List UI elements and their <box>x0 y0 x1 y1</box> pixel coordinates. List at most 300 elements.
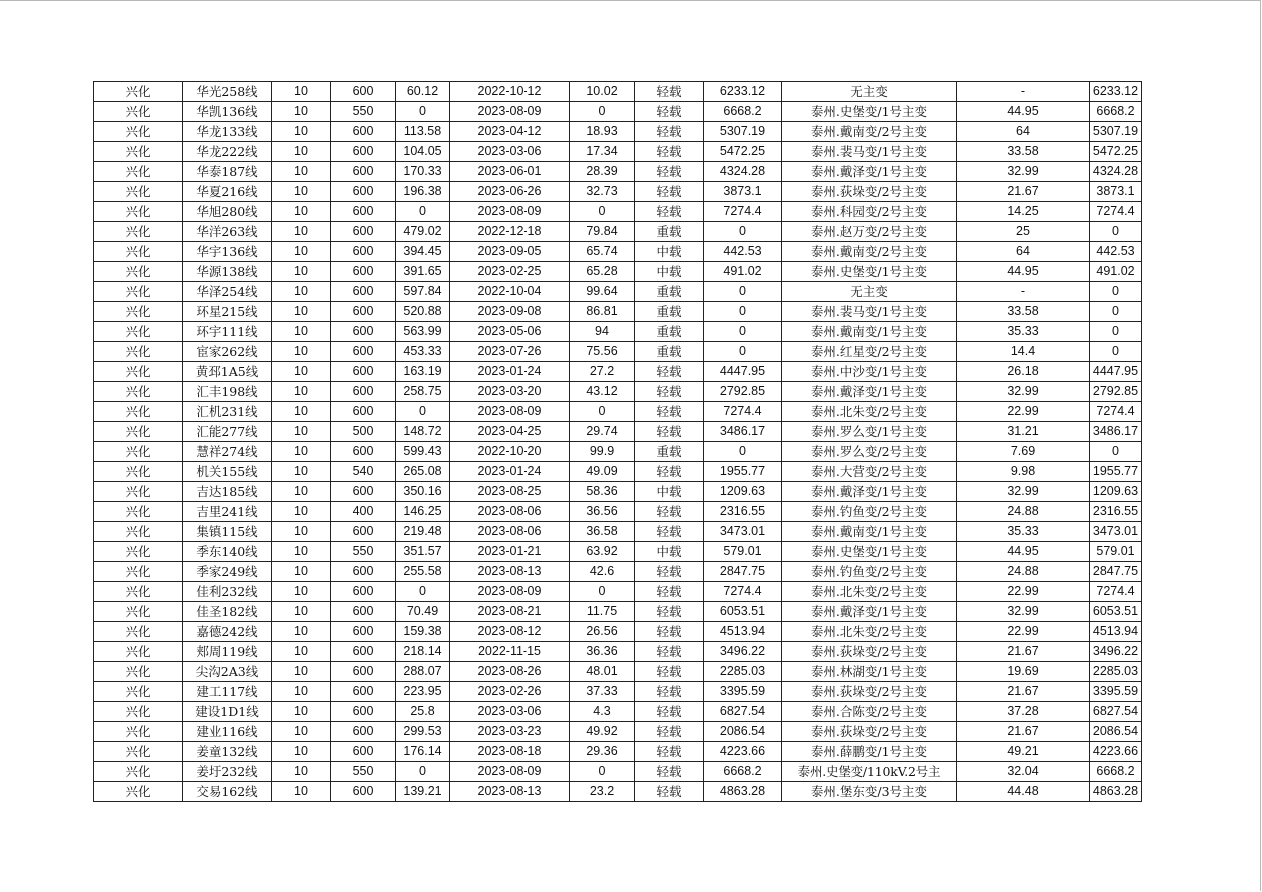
cell-line-name: 华龙133线 <box>183 122 272 142</box>
cell-voltage: 10 <box>272 442 331 462</box>
cell-date: 2022-10-04 <box>450 282 570 302</box>
cell-margin-capacity: 6827.54 <box>704 702 782 722</box>
table-row <box>94 542 1142 562</box>
cell-rated-current: 600 <box>331 242 396 262</box>
cell-date: 2023-02-25 <box>450 262 570 282</box>
cell-line-name: 建业116线 <box>183 722 272 742</box>
cell-date: 2023-03-06 <box>450 702 570 722</box>
cell-rated-current: 540 <box>331 462 396 482</box>
cell-load-rate: 32.73 <box>570 182 635 202</box>
cell-margin-capacity: 442.53 <box>704 242 782 262</box>
cell-main-transformer: 泰州.史堡变/1号主变 <box>782 542 957 562</box>
cell-margin-capacity: 5472.25 <box>704 142 782 162</box>
table-row <box>94 342 1142 362</box>
cell-rated-current: 600 <box>331 562 396 582</box>
cell-load-current: 299.53 <box>396 722 450 742</box>
cell-main-transformer: 无主变 <box>782 82 957 102</box>
cell-margin-capacity: 0 <box>704 322 782 342</box>
cell-load-current: 351.57 <box>396 542 450 562</box>
cell-load-current: 0 <box>396 762 450 782</box>
cell-transformer-load-rate: 21.67 <box>957 182 1090 202</box>
cell-region: 兴化 <box>94 382 183 402</box>
cell-main-transformer: 泰州.史堡变/1号主变 <box>782 102 957 122</box>
cell-date: 2023-08-26 <box>450 662 570 682</box>
table-row <box>94 302 1142 322</box>
cell-line-name: 吉里241线 <box>183 502 272 522</box>
cell-region: 兴化 <box>94 602 183 622</box>
cell-voltage: 10 <box>272 182 331 202</box>
cell-margin-capacity: 0 <box>704 342 782 362</box>
cell-load-current: 163.19 <box>396 362 450 382</box>
cell-transformer-load-rate: 32.99 <box>957 602 1090 622</box>
cell-line-name: 慧祥274线 <box>183 442 272 462</box>
cell-date: 2023-05-06 <box>450 322 570 342</box>
table-row <box>94 282 1142 302</box>
cell-available-capacity: 1209.63 <box>1090 482 1142 502</box>
cell-region: 兴化 <box>94 482 183 502</box>
table-row <box>94 382 1142 402</box>
cell-date: 2023-08-12 <box>450 622 570 642</box>
cell-voltage: 10 <box>272 642 331 662</box>
cell-voltage: 10 <box>272 162 331 182</box>
cell-load-current: 258.75 <box>396 382 450 402</box>
cell-load-rate: 28.39 <box>570 162 635 182</box>
cell-rated-current: 600 <box>331 222 396 242</box>
cell-load-rate: 18.93 <box>570 122 635 142</box>
cell-margin-capacity: 0 <box>704 222 782 242</box>
cell-rated-current: 600 <box>331 82 396 102</box>
cell-available-capacity: 6233.12 <box>1090 82 1142 102</box>
cell-voltage: 10 <box>272 242 331 262</box>
cell-transformer-load-rate: 21.67 <box>957 722 1090 742</box>
cell-load-status: 轻载 <box>635 402 704 422</box>
cell-main-transformer: 泰州.罗么变/1号主变 <box>782 422 957 442</box>
table-row <box>94 102 1142 122</box>
cell-line-name: 黄邳1A5线 <box>183 362 272 382</box>
cell-load-current: 288.07 <box>396 662 450 682</box>
cell-main-transformer: 泰州.罗么变/2号主变 <box>782 442 957 462</box>
cell-available-capacity: 5472.25 <box>1090 142 1142 162</box>
cell-line-name: 嘉德242线 <box>183 622 272 642</box>
cell-load-rate: 63.92 <box>570 542 635 562</box>
cell-margin-capacity: 0 <box>704 302 782 322</box>
cell-margin-capacity: 2316.55 <box>704 502 782 522</box>
table-row <box>94 742 1142 762</box>
table-row <box>94 422 1142 442</box>
cell-line-name: 环宇111线 <box>183 322 272 342</box>
table-row <box>94 142 1142 162</box>
cell-transformer-load-rate: - <box>957 282 1090 302</box>
cell-load-rate: 49.92 <box>570 722 635 742</box>
cell-rated-current: 600 <box>331 202 396 222</box>
cell-load-status: 轻载 <box>635 602 704 622</box>
cell-transformer-load-rate: 24.88 <box>957 502 1090 522</box>
table-row <box>94 162 1142 182</box>
cell-load-rate: 4.3 <box>570 702 635 722</box>
cell-load-rate: 79.84 <box>570 222 635 242</box>
cell-date: 2023-01-24 <box>450 462 570 482</box>
cell-date: 2022-10-20 <box>450 442 570 462</box>
cell-rated-current: 600 <box>331 602 396 622</box>
cell-voltage: 10 <box>272 702 331 722</box>
cell-margin-capacity: 1955.77 <box>704 462 782 482</box>
cell-region: 兴化 <box>94 242 183 262</box>
cell-load-status: 轻载 <box>635 562 704 582</box>
cell-transformer-load-rate: 21.67 <box>957 642 1090 662</box>
cell-date: 2023-03-06 <box>450 142 570 162</box>
cell-date: 2023-06-26 <box>450 182 570 202</box>
cell-line-name: 郏周119线 <box>183 642 272 662</box>
cell-main-transformer: 泰州.中沙变/1号主变 <box>782 362 957 382</box>
cell-voltage: 10 <box>272 362 331 382</box>
cell-voltage: 10 <box>272 622 331 642</box>
cell-line-name: 华凯136线 <box>183 102 272 122</box>
cell-load-status: 轻载 <box>635 182 704 202</box>
cell-load-current: 0 <box>396 402 450 422</box>
cell-margin-capacity: 1209.63 <box>704 482 782 502</box>
cell-load-current: 113.58 <box>396 122 450 142</box>
cell-load-rate: 99.9 <box>570 442 635 462</box>
cell-date: 2023-08-13 <box>450 562 570 582</box>
cell-region: 兴化 <box>94 202 183 222</box>
cell-region: 兴化 <box>94 82 183 102</box>
cell-load-rate: 26.56 <box>570 622 635 642</box>
cell-region: 兴化 <box>94 282 183 302</box>
cell-margin-capacity: 2847.75 <box>704 562 782 582</box>
cell-load-current: 391.65 <box>396 262 450 282</box>
cell-load-rate: 36.58 <box>570 522 635 542</box>
cell-region: 兴化 <box>94 742 183 762</box>
cell-rated-current: 600 <box>331 582 396 602</box>
cell-date: 2023-06-01 <box>450 162 570 182</box>
cell-load-rate: 75.56 <box>570 342 635 362</box>
cell-available-capacity: 6668.2 <box>1090 762 1142 782</box>
cell-load-status: 轻载 <box>635 122 704 142</box>
cell-load-status: 轻载 <box>635 702 704 722</box>
cell-region: 兴化 <box>94 762 183 782</box>
cell-available-capacity: 3873.1 <box>1090 182 1142 202</box>
cell-available-capacity: 491.02 <box>1090 262 1142 282</box>
cell-available-capacity: 2285.03 <box>1090 662 1142 682</box>
cell-rated-current: 600 <box>331 682 396 702</box>
cell-rated-current: 600 <box>331 402 396 422</box>
cell-region: 兴化 <box>94 422 183 442</box>
table-row <box>94 482 1142 502</box>
cell-main-transformer: 泰州.戴南变/2号主变 <box>782 122 957 142</box>
cell-rated-current: 600 <box>331 122 396 142</box>
cell-transformer-load-rate: 24.88 <box>957 562 1090 582</box>
cell-load-rate: 36.56 <box>570 502 635 522</box>
cell-transformer-load-rate: 19.69 <box>957 662 1090 682</box>
cell-region: 兴化 <box>94 322 183 342</box>
cell-load-current: 599.43 <box>396 442 450 462</box>
cell-transformer-load-rate: 37.28 <box>957 702 1090 722</box>
cell-date: 2023-02-26 <box>450 682 570 702</box>
cell-voltage: 10 <box>272 542 331 562</box>
cell-transformer-load-rate: 33.58 <box>957 302 1090 322</box>
cell-region: 兴化 <box>94 722 183 742</box>
cell-date: 2022-11-15 <box>450 642 570 662</box>
cell-load-status: 轻载 <box>635 762 704 782</box>
table-row <box>94 82 1142 102</box>
cell-load-rate: 48.01 <box>570 662 635 682</box>
cell-load-rate: 94 <box>570 322 635 342</box>
cell-voltage: 10 <box>272 402 331 422</box>
cell-margin-capacity: 7274.4 <box>704 582 782 602</box>
table-row <box>94 242 1142 262</box>
cell-rated-current: 600 <box>331 362 396 382</box>
cell-margin-capacity: 7274.4 <box>704 202 782 222</box>
cell-available-capacity: 4447.95 <box>1090 362 1142 382</box>
cell-transformer-load-rate: 64 <box>957 122 1090 142</box>
cell-main-transformer: 无主变 <box>782 282 957 302</box>
cell-load-current: 196.38 <box>396 182 450 202</box>
cell-load-status: 轻载 <box>635 422 704 442</box>
cell-line-name: 汇能277线 <box>183 422 272 442</box>
cell-available-capacity: 4324.28 <box>1090 162 1142 182</box>
cell-load-rate: 10.02 <box>570 82 635 102</box>
cell-load-current: 25.8 <box>396 702 450 722</box>
cell-date: 2023-03-20 <box>450 382 570 402</box>
cell-main-transformer: 泰州.北朱变/2号主变 <box>782 582 957 602</box>
table-row <box>94 582 1142 602</box>
cell-load-status: 重载 <box>635 342 704 362</box>
cell-load-current: 255.58 <box>396 562 450 582</box>
cell-available-capacity: 3496.22 <box>1090 642 1142 662</box>
table-row <box>94 662 1142 682</box>
cell-line-name: 佳利232线 <box>183 582 272 602</box>
cell-voltage: 10 <box>272 422 331 442</box>
cell-available-capacity: 7274.4 <box>1090 582 1142 602</box>
cell-load-status: 重载 <box>635 302 704 322</box>
cell-margin-capacity: 3496.22 <box>704 642 782 662</box>
cell-region: 兴化 <box>94 562 183 582</box>
cell-available-capacity: 2316.55 <box>1090 502 1142 522</box>
cell-load-rate: 65.28 <box>570 262 635 282</box>
cell-region: 兴化 <box>94 622 183 642</box>
cell-line-name: 华龙222线 <box>183 142 272 162</box>
table-row <box>94 462 1142 482</box>
cell-line-name: 吉达185线 <box>183 482 272 502</box>
cell-load-status: 轻载 <box>635 622 704 642</box>
cell-load-rate: 0 <box>570 762 635 782</box>
cell-date: 2023-01-21 <box>450 542 570 562</box>
cell-region: 兴化 <box>94 402 183 422</box>
cell-region: 兴化 <box>94 662 183 682</box>
cell-load-status: 重载 <box>635 222 704 242</box>
cell-rated-current: 500 <box>331 422 396 442</box>
cell-load-current: 139.21 <box>396 782 450 802</box>
cell-load-status: 轻载 <box>635 582 704 602</box>
cell-voltage: 10 <box>272 722 331 742</box>
cell-voltage: 10 <box>272 82 331 102</box>
cell-load-rate: 0 <box>570 402 635 422</box>
table-row <box>94 262 1142 282</box>
cell-transformer-load-rate: 32.99 <box>957 162 1090 182</box>
cell-line-name: 华洋263线 <box>183 222 272 242</box>
cell-available-capacity: 7274.4 <box>1090 402 1142 422</box>
cell-date: 2023-08-06 <box>450 522 570 542</box>
cell-rated-current: 600 <box>331 182 396 202</box>
cell-line-name: 华宇136线 <box>183 242 272 262</box>
cell-region: 兴化 <box>94 702 183 722</box>
cell-line-name: 华光258线 <box>183 82 272 102</box>
cell-rated-current: 600 <box>331 722 396 742</box>
cell-region: 兴化 <box>94 782 183 802</box>
cell-voltage: 10 <box>272 562 331 582</box>
cell-region: 兴化 <box>94 302 183 322</box>
cell-load-current: 170.33 <box>396 162 450 182</box>
cell-load-rate: 11.75 <box>570 602 635 622</box>
cell-load-status: 轻载 <box>635 682 704 702</box>
cell-rated-current: 400 <box>331 502 396 522</box>
cell-margin-capacity: 2285.03 <box>704 662 782 682</box>
cell-load-rate: 29.74 <box>570 422 635 442</box>
cell-rated-current: 600 <box>331 302 396 322</box>
cell-available-capacity: 0 <box>1090 442 1142 462</box>
cell-region: 兴化 <box>94 642 183 662</box>
cell-rated-current: 550 <box>331 762 396 782</box>
table-row <box>94 622 1142 642</box>
table-row <box>94 722 1142 742</box>
cell-margin-capacity: 491.02 <box>704 262 782 282</box>
table-row <box>94 122 1142 142</box>
cell-line-name: 姜圩232线 <box>183 762 272 782</box>
cell-voltage: 10 <box>272 742 331 762</box>
cell-margin-capacity: 6053.51 <box>704 602 782 622</box>
table-row <box>94 762 1142 782</box>
cell-transformer-load-rate: 44.95 <box>957 102 1090 122</box>
cell-line-name: 交易162线 <box>183 782 272 802</box>
cell-voltage: 10 <box>272 342 331 362</box>
cell-main-transformer: 泰州.裴马变/1号主变 <box>782 302 957 322</box>
cell-margin-capacity: 7274.4 <box>704 402 782 422</box>
cell-transformer-load-rate: 33.58 <box>957 142 1090 162</box>
cell-load-status: 轻载 <box>635 462 704 482</box>
cell-line-name: 机关155线 <box>183 462 272 482</box>
cell-main-transformer: 泰州.戴泽变/1号主变 <box>782 382 957 402</box>
cell-voltage: 10 <box>272 322 331 342</box>
cell-available-capacity: 4863.28 <box>1090 782 1142 802</box>
cell-transformer-load-rate: 14.4 <box>957 342 1090 362</box>
cell-load-rate: 49.09 <box>570 462 635 482</box>
cell-voltage: 10 <box>272 782 331 802</box>
cell-transformer-load-rate: 44.95 <box>957 262 1090 282</box>
cell-load-current: 159.38 <box>396 622 450 642</box>
cell-transformer-load-rate: 31.21 <box>957 422 1090 442</box>
cell-line-name: 汇丰198线 <box>183 382 272 402</box>
cell-available-capacity: 2847.75 <box>1090 562 1142 582</box>
cell-main-transformer: 泰州.裴马变/1号主变 <box>782 142 957 162</box>
cell-transformer-load-rate: 64 <box>957 242 1090 262</box>
cell-transformer-load-rate: 22.99 <box>957 622 1090 642</box>
cell-transformer-load-rate: 32.99 <box>957 482 1090 502</box>
cell-margin-capacity: 0 <box>704 282 782 302</box>
cell-transformer-load-rate: 21.67 <box>957 682 1090 702</box>
table-row <box>94 222 1142 242</box>
cell-available-capacity: 0 <box>1090 302 1142 322</box>
cell-rated-current: 600 <box>331 782 396 802</box>
cell-rated-current: 600 <box>331 642 396 662</box>
table-row <box>94 502 1142 522</box>
cell-date: 2022-12-18 <box>450 222 570 242</box>
cell-load-status: 中载 <box>635 242 704 262</box>
cell-available-capacity: 4513.94 <box>1090 622 1142 642</box>
cell-available-capacity: 6668.2 <box>1090 102 1142 122</box>
cell-load-current: 223.95 <box>396 682 450 702</box>
cell-date: 2022-10-12 <box>450 82 570 102</box>
cell-rated-current: 600 <box>331 322 396 342</box>
cell-date: 2023-08-09 <box>450 762 570 782</box>
cell-load-current: 265.08 <box>396 462 450 482</box>
cell-main-transformer: 泰州.薛鹏变/1号主变 <box>782 742 957 762</box>
cell-rated-current: 600 <box>331 282 396 302</box>
cell-available-capacity: 4223.66 <box>1090 742 1142 762</box>
cell-load-current: 104.05 <box>396 142 450 162</box>
cell-rated-current: 600 <box>331 702 396 722</box>
cell-line-name: 华泽254线 <box>183 282 272 302</box>
cell-transformer-load-rate: 9.98 <box>957 462 1090 482</box>
cell-margin-capacity: 2792.85 <box>704 382 782 402</box>
cell-main-transformer: 泰州.钓鱼变/2号主变 <box>782 562 957 582</box>
cell-available-capacity: 1955.77 <box>1090 462 1142 482</box>
cell-voltage: 10 <box>272 602 331 622</box>
cell-load-rate: 37.33 <box>570 682 635 702</box>
cell-load-rate: 29.36 <box>570 742 635 762</box>
cell-main-transformer: 泰州.北朱变/2号主变 <box>782 402 957 422</box>
cell-region: 兴化 <box>94 102 183 122</box>
cell-region: 兴化 <box>94 442 183 462</box>
cell-region: 兴化 <box>94 542 183 562</box>
cell-rated-current: 600 <box>331 482 396 502</box>
cell-region: 兴化 <box>94 162 183 182</box>
cell-voltage: 10 <box>272 382 331 402</box>
table-row <box>94 702 1142 722</box>
cell-date: 2023-04-12 <box>450 122 570 142</box>
cell-load-status: 轻载 <box>635 782 704 802</box>
cell-load-current: 394.45 <box>396 242 450 262</box>
cell-main-transformer: 泰州.大营变/2号主变 <box>782 462 957 482</box>
cell-available-capacity: 3473.01 <box>1090 522 1142 542</box>
cell-line-name: 季东140线 <box>183 542 272 562</box>
cell-main-transformer: 泰州.戴南变/1号主变 <box>782 522 957 542</box>
cell-margin-capacity: 6668.2 <box>704 762 782 782</box>
cell-main-transformer: 泰州.荻垛变/2号主变 <box>782 182 957 202</box>
cell-line-name: 环星215线 <box>183 302 272 322</box>
cell-rated-current: 550 <box>331 542 396 562</box>
cell-main-transformer: 泰州.戴南变/1号主变 <box>782 322 957 342</box>
cell-line-name: 华源138线 <box>183 262 272 282</box>
cell-load-status: 轻载 <box>635 142 704 162</box>
cell-available-capacity: 6053.51 <box>1090 602 1142 622</box>
cell-margin-capacity: 3395.59 <box>704 682 782 702</box>
cell-transformer-load-rate: 25 <box>957 222 1090 242</box>
cell-load-status: 中载 <box>635 542 704 562</box>
cell-date: 2023-08-21 <box>450 602 570 622</box>
cell-load-status: 轻载 <box>635 662 704 682</box>
cell-transformer-load-rate: 49.21 <box>957 742 1090 762</box>
cell-region: 兴化 <box>94 142 183 162</box>
cell-load-status: 重载 <box>635 322 704 342</box>
cell-transformer-load-rate: 22.99 <box>957 402 1090 422</box>
cell-voltage: 10 <box>272 502 331 522</box>
cell-region: 兴化 <box>94 122 183 142</box>
cell-load-rate: 65.74 <box>570 242 635 262</box>
cell-date: 2023-04-25 <box>450 422 570 442</box>
cell-margin-capacity: 4223.66 <box>704 742 782 762</box>
cell-line-name: 华夏216线 <box>183 182 272 202</box>
cell-load-rate: 17.34 <box>570 142 635 162</box>
